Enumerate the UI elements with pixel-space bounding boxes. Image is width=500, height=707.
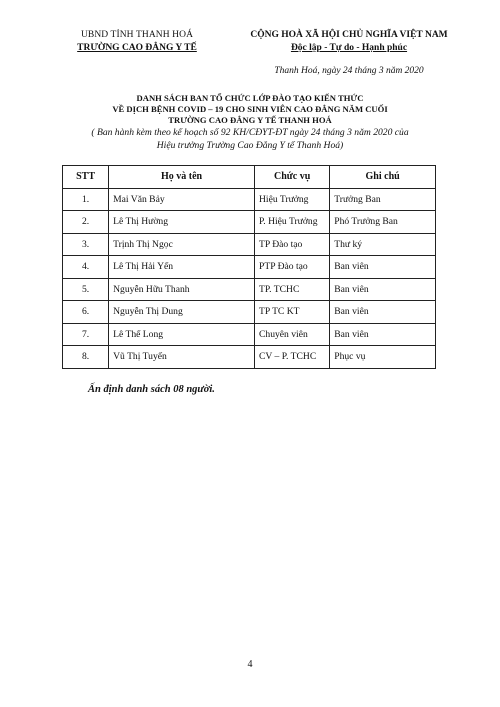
cell-name: Nguyễn Hữu Thanh bbox=[109, 278, 255, 301]
cell-note: Ban viên bbox=[330, 323, 436, 346]
issue-date: Thanh Hoá, ngày 24 tháng 3 năm 2020 bbox=[274, 66, 424, 76]
cell-note: Ban viên bbox=[330, 278, 436, 301]
national-motto: Độc lập - Tự do - Hạnh phúc bbox=[290, 43, 408, 53]
cell-position: TP Đào tạo bbox=[255, 233, 330, 256]
page-number: 4 bbox=[247, 659, 253, 670]
table-row bbox=[63, 301, 436, 324]
agency-name: UBND TỈNH THANH HOÁ bbox=[80, 30, 194, 40]
col-header-position: Chức vụ bbox=[255, 166, 330, 189]
cell-name: Vũ Thị Tuyến bbox=[109, 346, 255, 369]
cell-stt: 8. bbox=[63, 346, 109, 369]
document-subtitle bbox=[30, 126, 470, 152]
title-line: VỀ DỊCH BỆNH COVID – 19 CHO SINH VIÊN CAO ĐẲNG NĂM CUỐI bbox=[112, 104, 388, 114]
cell-name: Lê Thị Hường bbox=[109, 211, 255, 234]
cell-note: Phục vụ bbox=[330, 346, 436, 369]
table-row bbox=[63, 323, 436, 346]
cell-note: Ban viên bbox=[330, 301, 436, 324]
cell-position: PTP Đào tạo bbox=[255, 256, 330, 279]
cell-name: Lê Thị Hải Yến bbox=[109, 256, 255, 279]
table-row bbox=[63, 188, 436, 211]
cell-name: Trịnh Thị Ngọc bbox=[109, 233, 255, 256]
cell-position: CV – P. TCHC bbox=[255, 346, 330, 369]
cell-position: Chuyên viên bbox=[255, 323, 330, 346]
subtitle-line: Hiệu trưởng Trường Cao Đẳng Y tế Thanh Hoá) bbox=[156, 140, 344, 151]
cell-stt: 1. bbox=[63, 188, 109, 211]
cell-name: Nguyễn Thị Dung bbox=[109, 301, 255, 324]
cell-stt: 3. bbox=[63, 233, 109, 256]
document-title bbox=[40, 93, 460, 126]
cell-position: TP TC KT bbox=[255, 301, 330, 324]
cell-name: Mai Văn Bảy bbox=[109, 188, 255, 211]
issuing-agency-block bbox=[52, 29, 222, 55]
cell-stt: 2. bbox=[63, 211, 109, 234]
cell-position: TP. TCHC bbox=[255, 278, 330, 301]
title-line: TRƯỜNG CAO ĐẲNG Y TẾ THANH HOÁ bbox=[168, 115, 332, 125]
title-line: DANH SÁCH BAN TỔ CHỨC LỚP ĐÀO TẠO KIẾN THỨC bbox=[136, 93, 364, 103]
cell-note: Trưởng Ban bbox=[330, 188, 436, 211]
col-header-name: Họ và tên bbox=[109, 166, 255, 189]
table-row bbox=[63, 233, 436, 256]
cell-position: Hiệu Trưởng bbox=[255, 188, 330, 211]
cell-stt: 6. bbox=[63, 301, 109, 324]
cell-stt: 7. bbox=[63, 323, 109, 346]
table-row bbox=[63, 278, 436, 301]
cell-stt: 4. bbox=[63, 256, 109, 279]
cell-name: Lê Thế Long bbox=[109, 323, 255, 346]
cell-note: Ban viên bbox=[330, 256, 436, 279]
cell-note: Phó Trưởng Ban bbox=[330, 211, 436, 234]
table-row bbox=[63, 211, 436, 234]
nation-name: CỘNG HOÀ XÃ HỘI CHỦ NGHĨA VIỆT NAM bbox=[250, 30, 448, 40]
national-heading-block bbox=[238, 29, 460, 55]
school-name: TRƯỜNG CAO ĐẲNG Y TẾ bbox=[77, 43, 197, 53]
cell-note: Thư ký bbox=[330, 233, 436, 256]
cell-stt: 5. bbox=[63, 278, 109, 301]
committee-table bbox=[62, 165, 436, 369]
cell-position: P. Hiệu Trưởng bbox=[255, 211, 330, 234]
conclusion-text: Ấn định danh sách 08 người. bbox=[88, 384, 215, 395]
table-header-row bbox=[63, 166, 436, 189]
col-header-note: Ghi chú bbox=[330, 166, 436, 189]
table-row bbox=[63, 346, 436, 369]
subtitle-line: ( Ban hành kèm theo kế hoạch số 92 KH/CĐYT-ĐT ngày 24 tháng 3 năm 2020 của bbox=[91, 127, 409, 138]
table-row bbox=[63, 256, 436, 279]
col-header-stt: STT bbox=[63, 166, 109, 189]
